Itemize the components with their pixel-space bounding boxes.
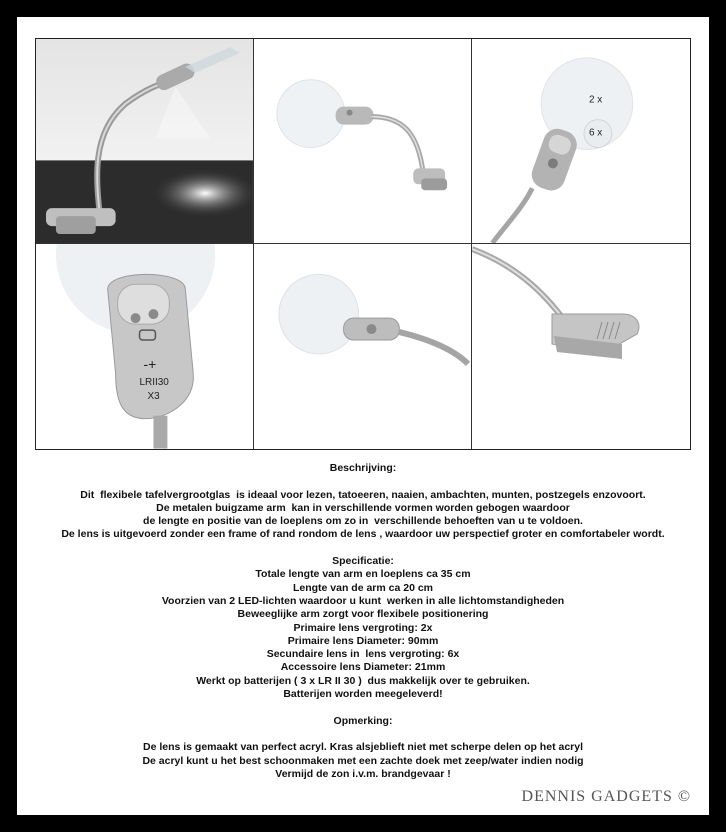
photo-side-view-image bbox=[254, 39, 471, 243]
spec-line: Voorzien van 2 LED-lichten waardoor u kunt werken in alle lichtomstandigheden bbox=[161, 594, 565, 607]
spec-line: Accessoire lens Diameter: 21mm bbox=[280, 661, 446, 674]
description-section bbox=[17, 462, 709, 781]
product-sheet bbox=[17, 17, 709, 815]
handle-battery-type: LRII30 bbox=[139, 376, 169, 388]
handle-battery-count: X3 bbox=[147, 390, 160, 402]
description-line: Dit flexibele tafelvergrootglas is ideaal voor lezen, tatoeeren, naaien, ambachten, munten, postzegels enzovoort. bbox=[80, 488, 646, 501]
specification-heading: Specificatie: bbox=[332, 555, 394, 568]
photo-clip bbox=[472, 244, 690, 449]
photo-lens-magnification-image bbox=[472, 39, 690, 243]
spec-line: Batterijen worden meegeleverd! bbox=[283, 688, 443, 701]
spec-line: Totale lengte van arm en loeplens ca 35 cm bbox=[255, 568, 471, 581]
remark-line: Vermijd de zon i.v.m. brandgevaar ! bbox=[275, 767, 451, 780]
remark-line: De lens is gemaakt van perfect acryl. Kras alsjeblieft niet met scherpe delen op het acryl bbox=[142, 741, 583, 754]
spec-line: Lengte van de arm ca 20 cm bbox=[292, 581, 434, 594]
spec-line: Werkt op batterijen ( 3 x LR II 30 ) dus makkelijk over te gebruiken. bbox=[196, 674, 530, 687]
photo-lens-head bbox=[254, 244, 472, 449]
photo-handle-closeup bbox=[36, 244, 254, 449]
label-6x: 6 x bbox=[588, 127, 603, 139]
remark-line: De acryl kunt u het best schoonmaken met een zachte doek met zeep/water indien nodig bbox=[142, 754, 584, 767]
spec-line: Primaire lens vergroting: 2x bbox=[293, 621, 433, 634]
spec-line: Secundaire lens in lens vergroting: 6x bbox=[266, 648, 460, 661]
photo-clipped-on-table bbox=[36, 39, 254, 244]
photo-grid bbox=[35, 38, 691, 450]
spec-line: Beweeglijke arm zorgt voor flexibele positionering bbox=[237, 608, 489, 621]
photo-side-view bbox=[254, 39, 472, 244]
description-heading: Beschrijving: bbox=[329, 462, 397, 474]
description-line: de lengte en positie van de loeplens om zo in verschillende behoeften van u te voldoen. bbox=[143, 515, 583, 528]
photo-lens-head-image bbox=[254, 244, 471, 449]
remark-heading: Opmerking: bbox=[333, 714, 393, 727]
handle-symbol: -+ bbox=[143, 355, 157, 372]
label-2x: 2 x bbox=[588, 94, 603, 106]
description-line: De lens is uitgevoerd zonder een frame of rand rondom de lens , waardoor uw perspectief groter en comfortabeler wordt. bbox=[61, 528, 665, 541]
photo-clip-image bbox=[472, 244, 690, 449]
description-line: De metalen buigzame arm kan in verschillende vormen worden gebogen waardoor bbox=[156, 501, 570, 514]
photo-lens-magnification bbox=[472, 39, 690, 244]
spec-line: Primaire lens Diameter: 90mm bbox=[287, 634, 439, 647]
photo-handle-closeup-image bbox=[36, 244, 253, 449]
photo-clipped-on-table-image bbox=[36, 39, 253, 243]
brand-watermark: DENNIS GADGETS © bbox=[521, 788, 691, 805]
